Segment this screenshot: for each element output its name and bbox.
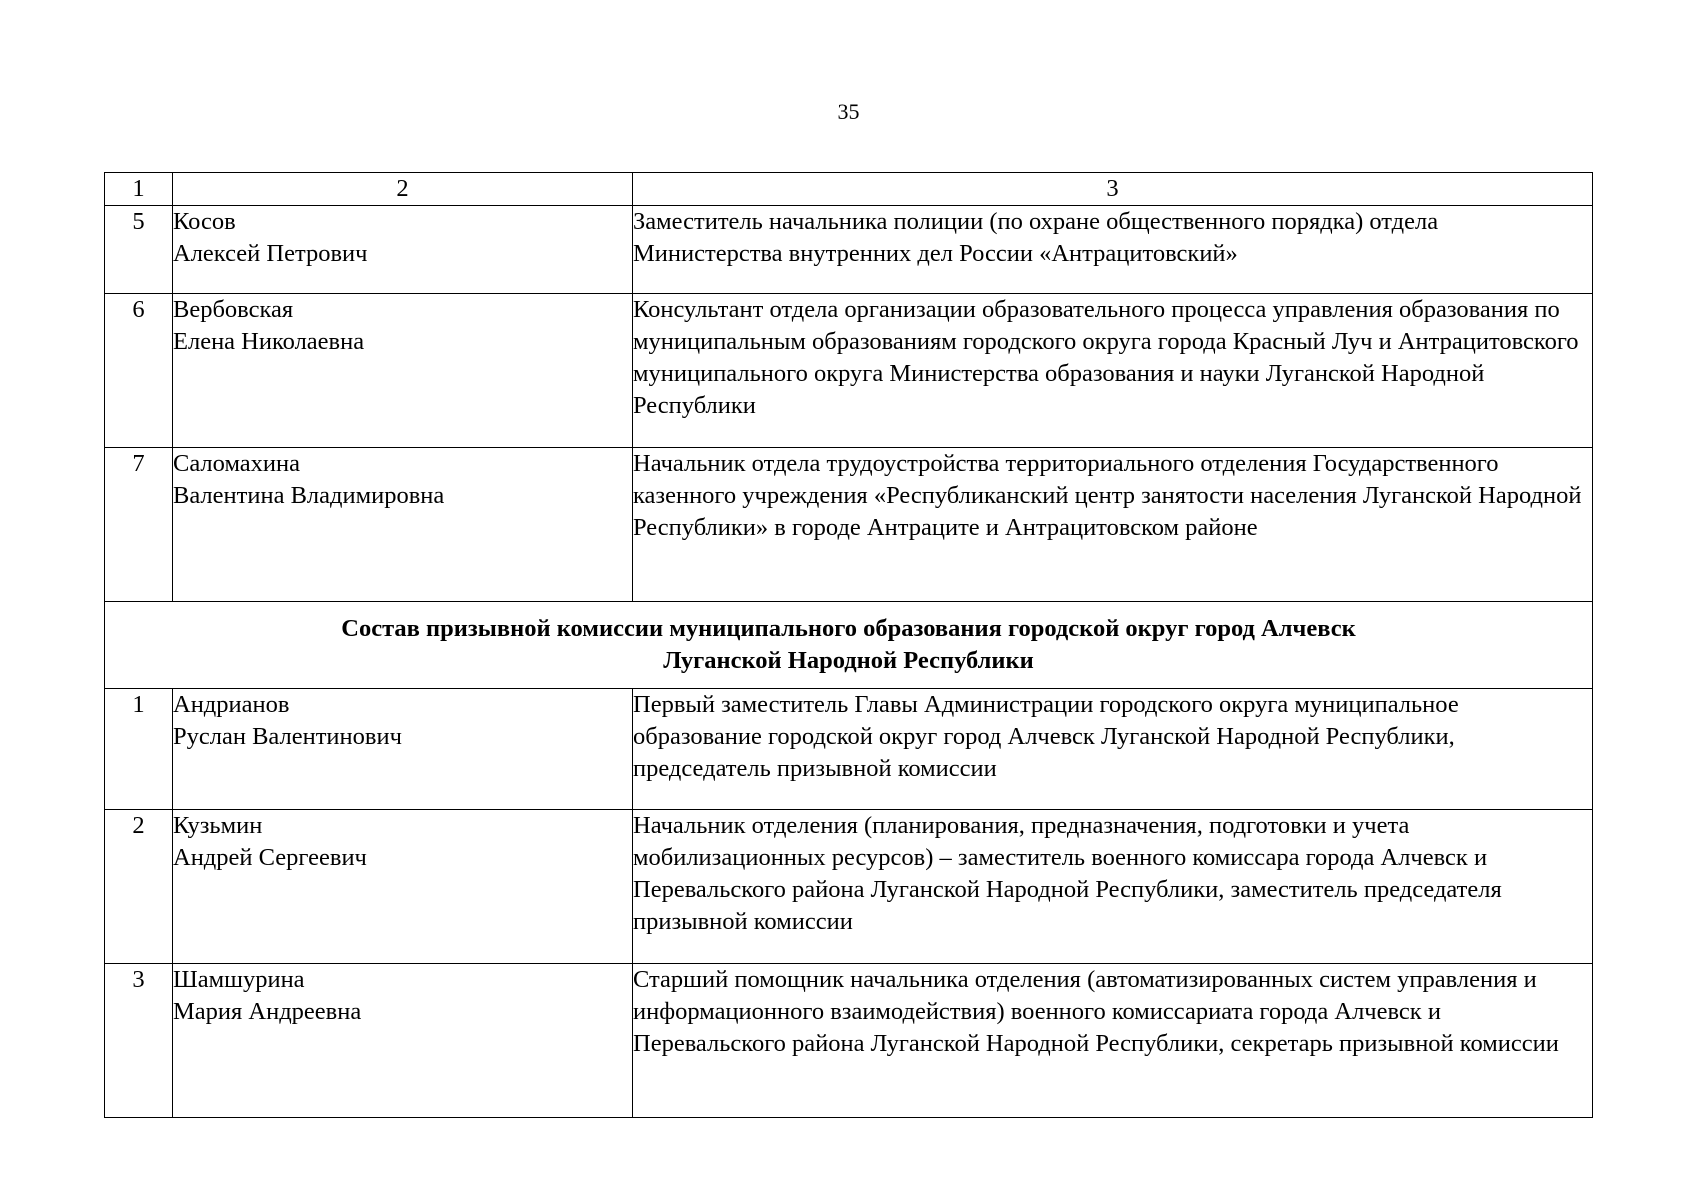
table-row — [105, 810, 1593, 964]
person-given-names: Андрей Сергеевич — [173, 844, 367, 871]
table-row — [105, 964, 1593, 1118]
person-name — [173, 689, 633, 810]
person-name — [173, 206, 633, 294]
section-heading-line-2: Луганской Народной Республики — [663, 647, 1034, 674]
person-position: Первый заместитель Главы Администрации городского округа муниципальное образование городской округ город Алчевск Луганской Народной Республики, председатель призывной комиссии — [633, 689, 1593, 810]
row-number: 7 — [105, 448, 173, 602]
person-surname: Саломахина — [173, 450, 300, 477]
person-position: Заместитель начальника полиции (по охране общественного порядка) отдела Министерства внутренних дел России «Антрацитовский» — [633, 206, 1593, 294]
person-position: Начальник отдела трудоустройства территориального отделения Государственного казенного учреждения «Республиканский центр занятости населения Луганской Народной Республики» в городе Антраците и Антрацитовском районе — [633, 448, 1593, 602]
row-number: 6 — [105, 294, 173, 448]
person-surname: Шамшурина — [173, 966, 305, 993]
column-header-1: 1 — [105, 173, 173, 206]
person-position: Консультант отдела организации образовательного процесса управления образования по муниципальным образованиям городского округа города Красный Луч и Антрацитовского муниципального округа Министерства образования и науки Луганской Народной Республики — [633, 294, 1593, 448]
person-given-names: Алексей Петрович — [173, 240, 368, 267]
row-number: 2 — [105, 810, 173, 964]
table-row — [105, 294, 1593, 448]
person-position: Старший помощник начальника отделения (автоматизированных систем управления и информационного взаимодействия) военного комиссариата города Алчевск и Перевальского района Луганской Народной Республики, секретарь призывной комиссии — [633, 964, 1593, 1118]
row-number: 3 — [105, 964, 173, 1118]
page-number: 35 — [837, 99, 860, 124]
person-given-names: Елена Николаевна — [173, 328, 365, 355]
commission-table — [104, 172, 1593, 1118]
person-given-names: Валентина Владимировна — [173, 482, 445, 509]
column-header-2: 2 — [173, 173, 633, 206]
section-heading — [105, 602, 1593, 689]
column-header-3: 3 — [633, 173, 1593, 206]
section-heading-line-1: Состав призывной комиссии муниципального образования городской округ город Алчевск — [341, 615, 1356, 642]
person-position: Начальник отделения (планирования, предназначения, подготовки и учета мобилизационных ресурсов) – заместитель военного комиссара города Алчевск и Перевальского района Луганской Народной Республики, заместитель председателя призывной комиссии — [633, 810, 1593, 964]
person-surname: Кузьмин — [173, 812, 263, 839]
table-row — [105, 448, 1593, 602]
row-number: 1 — [105, 689, 173, 810]
person-name — [173, 964, 633, 1118]
person-surname: Косов — [173, 208, 236, 235]
table-header-row — [105, 173, 1593, 206]
person-surname: Андрианов — [173, 691, 290, 718]
row-number: 5 — [105, 206, 173, 294]
person-name — [173, 448, 633, 602]
table-row — [105, 206, 1593, 294]
person-given-names: Мария Андреевна — [173, 998, 362, 1025]
person-name — [173, 810, 633, 964]
section-heading-row — [105, 602, 1593, 689]
person-surname: Вербовская — [173, 296, 294, 323]
person-given-names: Руслан Валентинович — [173, 723, 402, 750]
table-row — [105, 689, 1593, 810]
person-name — [173, 294, 633, 448]
